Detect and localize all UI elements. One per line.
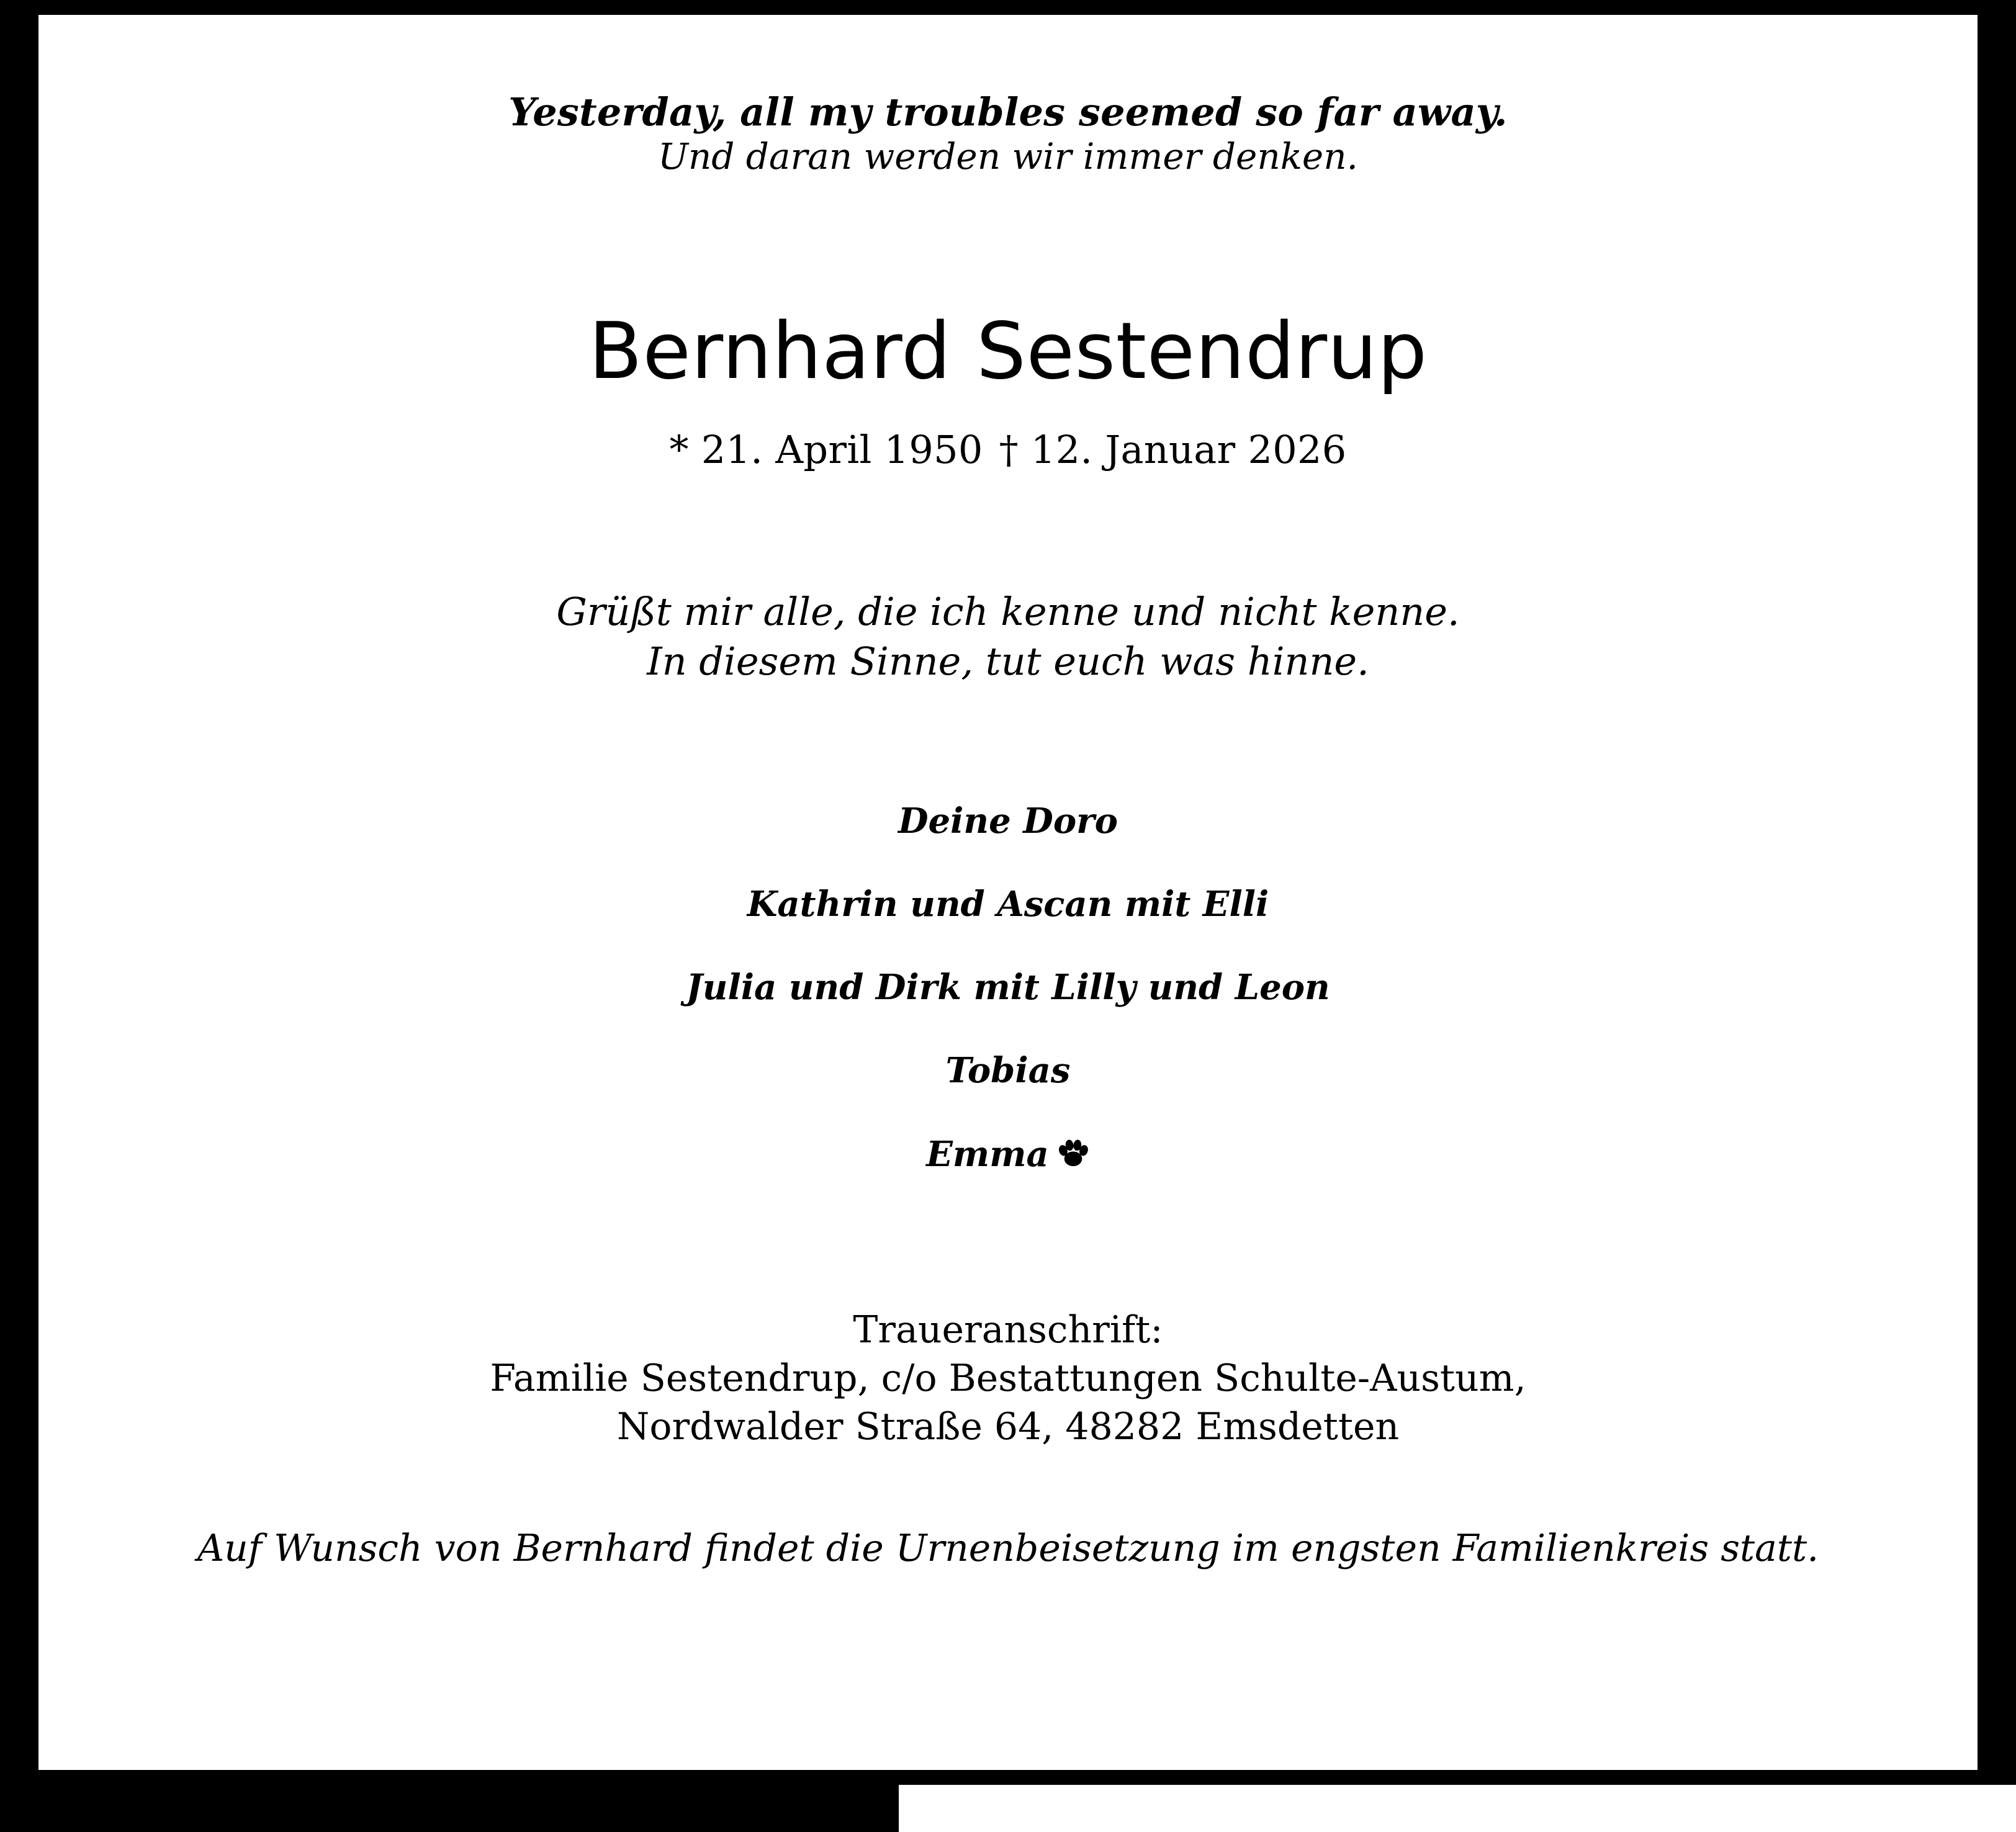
death-date: † 12. Januar 2026 — [999, 427, 1347, 473]
mourning-address-line-1: Familie Sestendrup, c/o Bestattungen Schulte-Austum, — [490, 1356, 1526, 1400]
mourner-name: Emma — [926, 1133, 1049, 1175]
mourning-address-block — [490, 1306, 1526, 1451]
verse-line-1: Grüßt mir alle, die ich kenne und nicht kenne. — [556, 589, 1460, 635]
paw-print-icon — [1056, 1136, 1090, 1175]
list-item: Deine Doro — [898, 800, 1118, 842]
obituary-card — [38, 15, 1978, 1782]
bottom-black-bar — [0, 1770, 2016, 1832]
list-item: Kathrin und Ascan mit Elli — [747, 883, 1269, 925]
bottom-white-notch — [899, 1785, 2016, 1832]
verse-block — [556, 587, 1459, 686]
deceased-name: Bernhard Sestendrup — [588, 305, 1428, 397]
list-item: Julia und Dirk mit Lilly und Leon — [686, 966, 1330, 1008]
birth-date: * 21. April 1950 — [669, 427, 983, 473]
epitaph-block — [508, 89, 1508, 179]
closing-note: Auf Wunsch von Bernhard findet die Urnenbeisetzung im engsten Familienkreis statt. — [197, 1526, 1819, 1570]
mourning-address-label: Traueranschrift: — [853, 1308, 1163, 1352]
mourners-list — [686, 800, 1330, 1175]
list-item-with-paw — [686, 1133, 1330, 1175]
epitaph-line-1: Yesterday, all my troubles seemed so far away. — [508, 89, 1508, 135]
list-item: Tobias — [945, 1049, 1071, 1091]
epitaph-line-2: Und daran werden wir immer denken. — [657, 135, 1358, 178]
life-dates — [670, 427, 1347, 472]
mourning-address-line-2: Nordwalder Straße 64, 48282 Emsdetten — [616, 1404, 1400, 1448]
verse-line-2: In diesem Sinne, tut euch was hinne. — [647, 638, 1369, 684]
